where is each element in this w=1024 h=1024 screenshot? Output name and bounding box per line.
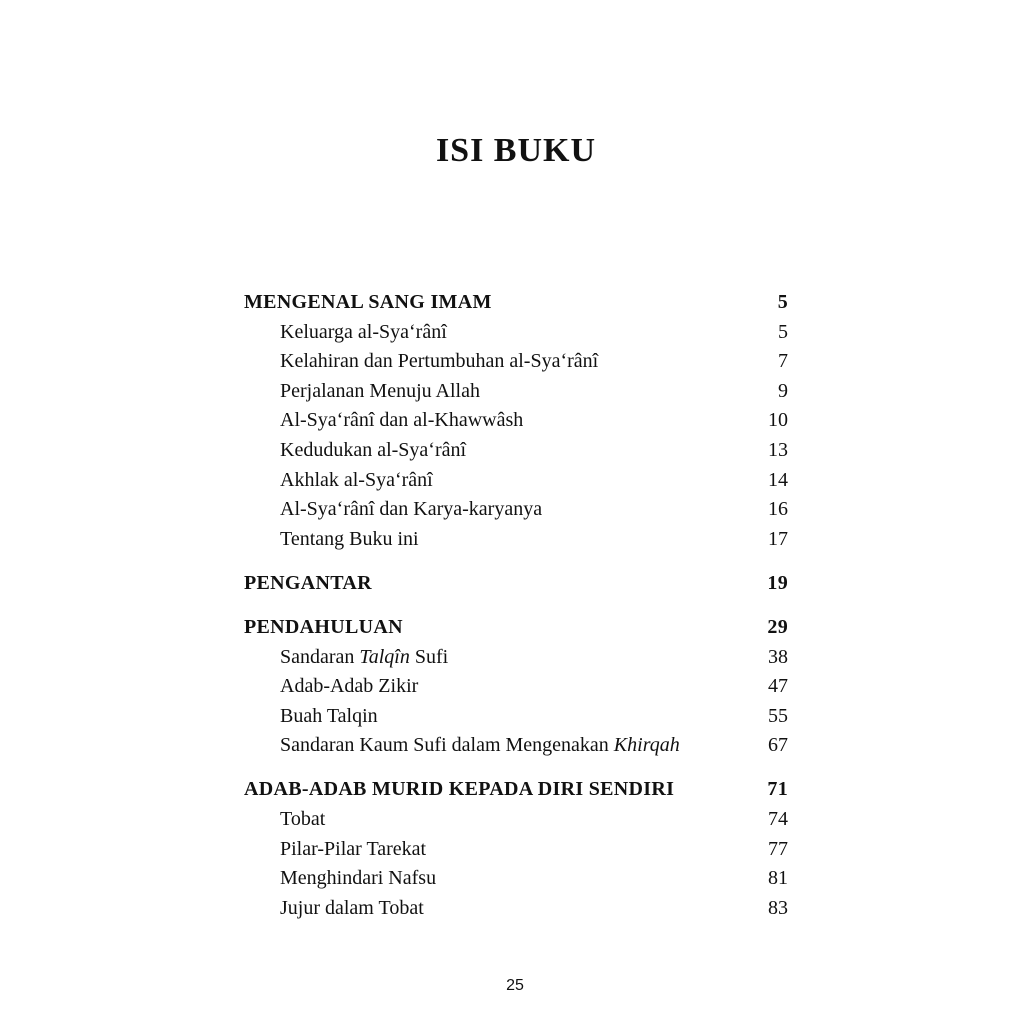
toc-heading-page: 5	[777, 291, 788, 313]
toc-entry-label: Tentang Buku ini	[280, 527, 419, 550]
toc-entry-page: 13	[768, 438, 788, 461]
toc-section-heading	[244, 288, 788, 318]
toc-entry-page: 77	[768, 837, 788, 860]
toc-entry-label	[280, 643, 448, 673]
toc-section-heading	[244, 775, 788, 805]
toc-entry-label: Kelahiran dan Pertumbuhan al-Sya‘rânî	[280, 350, 599, 373]
toc-entry-label-after: Sufi	[409, 645, 449, 668]
toc-entry	[244, 347, 788, 377]
toc-entry	[244, 525, 788, 555]
toc-entry-page: 10	[768, 409, 788, 432]
page-title: ISI BUKU	[435, 132, 597, 169]
toc-heading-page: 19	[767, 571, 788, 594]
toc-entry	[244, 318, 788, 348]
toc-entry	[244, 436, 788, 466]
toc-entry	[244, 864, 788, 894]
toc-section-mengenal	[244, 288, 788, 554]
toc-entry	[244, 731, 788, 761]
toc-entry-label: Buah Talqin	[280, 704, 378, 727]
toc-entry-label: Keluarga al-Sya‘rânî	[280, 320, 447, 343]
toc-entry-page: 5	[778, 320, 788, 343]
toc-entry-page: 16	[768, 498, 788, 521]
toc-entry	[244, 672, 788, 702]
toc-section-pendahuluan	[244, 613, 788, 761]
toc-entry-label: Jujur dalam Tobat	[280, 896, 424, 919]
toc-heading-label: PENGANTAR	[244, 571, 372, 594]
toc-entry-label: Menghindari Nafsu	[280, 867, 437, 890]
toc-entry-page: 81	[768, 867, 788, 890]
toc-entry	[244, 894, 788, 924]
toc-entry-page: 7	[778, 350, 788, 373]
toc-entry-page: 67	[768, 734, 788, 757]
toc-entry-label-before: Sandaran Kaum Sufi dalam Mengenakan	[280, 734, 614, 757]
toc-entry-label-italic: Talqîn	[359, 645, 410, 668]
toc-section-heading	[244, 613, 788, 643]
toc-entry	[244, 466, 788, 496]
toc-entry-label: Pilar-Pilar Tarekat	[280, 837, 427, 860]
toc-heading-page: 29	[767, 615, 788, 638]
toc-entry-label: Tobat	[280, 808, 326, 830]
page-number: 25	[506, 977, 524, 994]
toc-entry-label: Perjalanan Menuju Allah	[280, 379, 480, 402]
toc-entry-label-italic: Khirqah	[613, 734, 680, 757]
toc-entry-label: Kedudukan al-Sya‘rânî	[280, 438, 467, 461]
toc-heading-page: 71	[767, 778, 788, 801]
toc-entry-page: 38	[768, 645, 788, 668]
toc-entry-page: 74	[768, 808, 788, 830]
toc-section-heading	[244, 569, 788, 599]
toc-entry-label	[280, 731, 680, 761]
toc-entry	[244, 805, 788, 835]
toc-entry	[244, 377, 788, 407]
toc-entry-page: 9	[778, 379, 788, 402]
toc-section-adab-adab-murid	[244, 775, 788, 923]
toc-entry	[244, 643, 788, 673]
toc-entry-label: Akhlak al-Sya‘rânî	[280, 468, 433, 491]
toc-entry-label: Al-Sya‘rânî dan Karya-karyanya	[280, 498, 543, 521]
toc-section-pengantar	[244, 569, 788, 599]
toc-heading-label: ADAB-ADAB MURID KEPADA DIRI SENDIRI	[244, 778, 675, 801]
toc-entry	[244, 495, 788, 525]
toc-entry-page: 55	[768, 704, 788, 727]
toc-entry-label-before: Sandaran	[280, 645, 360, 668]
toc-heading-label: PENDAHULUAN	[244, 615, 403, 638]
toc-entry-page: 17	[768, 527, 788, 550]
toc-entry	[244, 406, 788, 436]
toc-entry-label: Al-Sya‘rânî dan al-Khawwâsh	[280, 409, 524, 432]
toc-entry-page: 83	[768, 896, 788, 919]
toc-entry-page: 14	[768, 468, 788, 491]
toc-entry	[244, 702, 788, 732]
toc-entry-page: 47	[768, 675, 788, 698]
toc-entry	[244, 835, 788, 865]
toc-entry-label: Adab-Adab Zikir	[280, 675, 419, 698]
table-of-contents	[244, 288, 788, 938]
toc-heading-label: MENGENAL SANG IMAM	[244, 291, 492, 313]
